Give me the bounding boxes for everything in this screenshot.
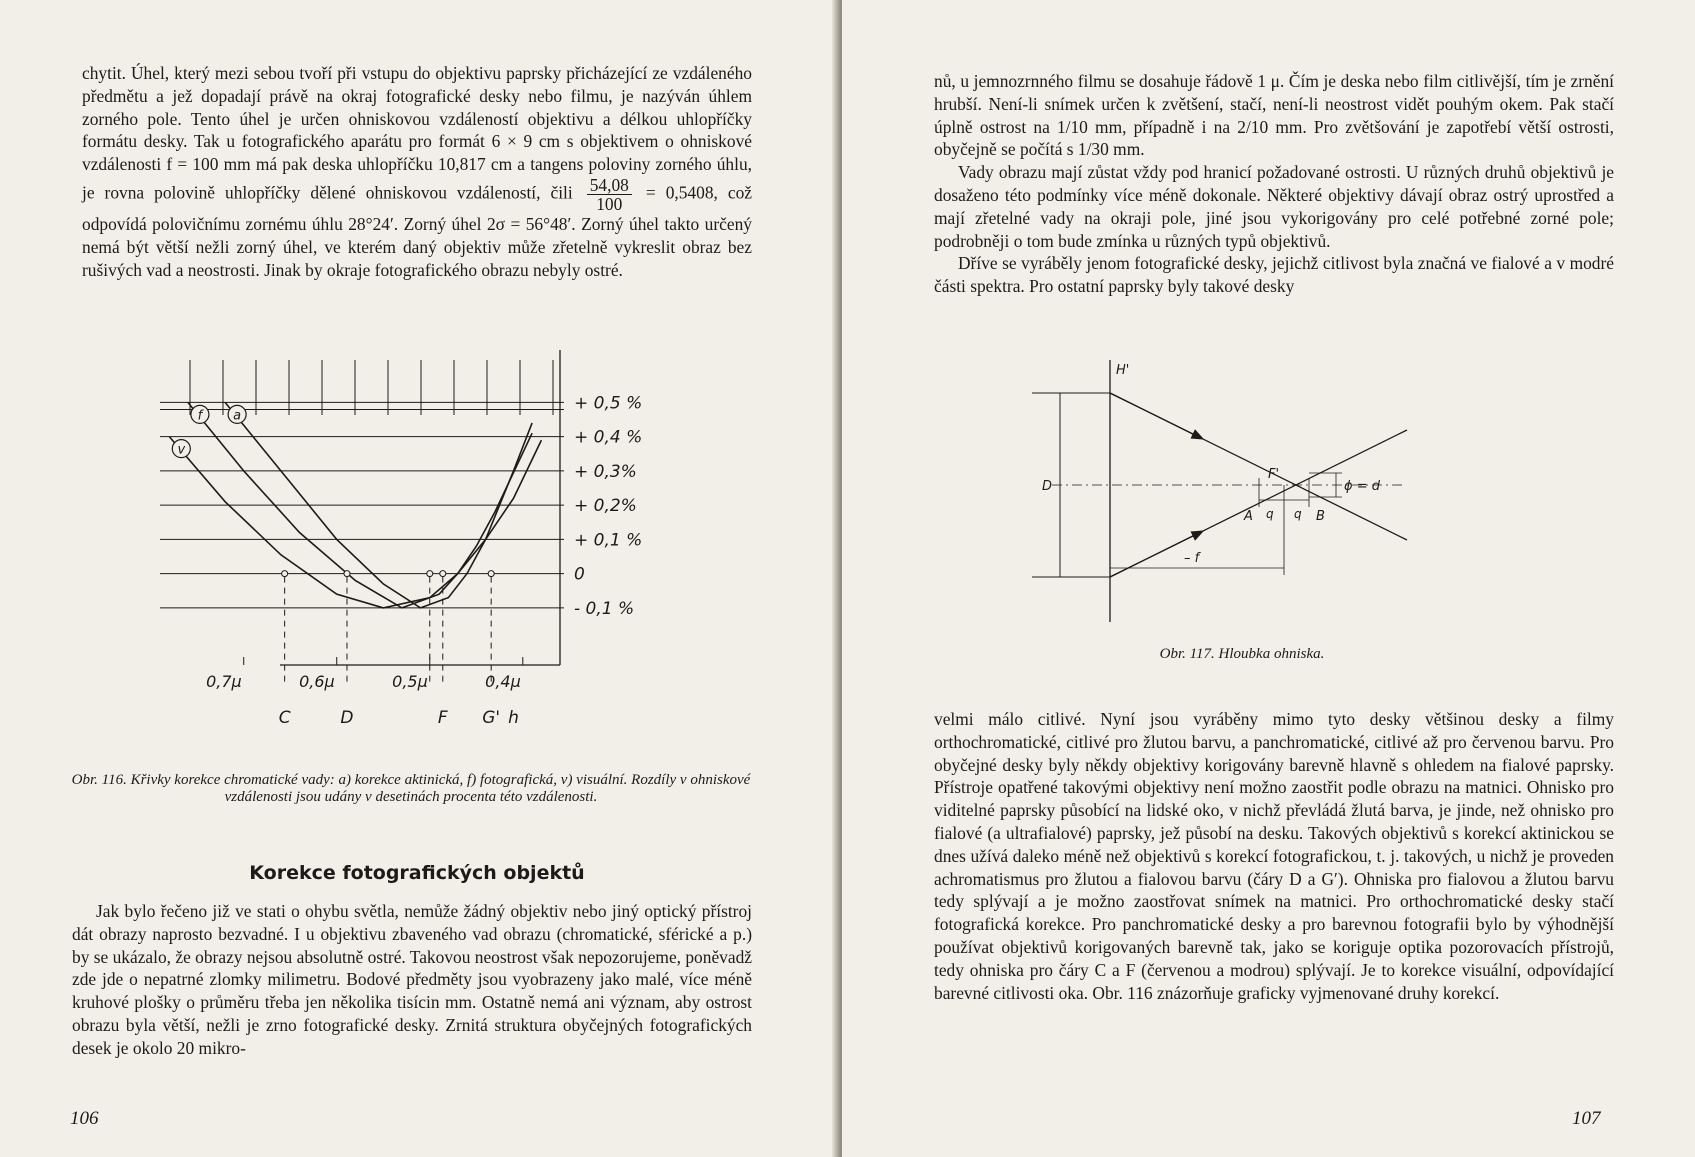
page-number-left: 106 xyxy=(70,1108,99,1129)
figure-116-caption: Obr. 116. Křivky korekce chromatické vady: a) korekce aktinická, f) fotografická, v) visuální. Rozdíly v ohniskové vzdálenosti jsou udány v desetinách procenta této vzdálenosti. xyxy=(71,772,751,805)
chart-grid xyxy=(160,350,564,665)
upper-ray-arrow xyxy=(1110,393,1202,439)
left-paragraph-1: chytit. Úhel, který mezi sebou tvoří při vstupu do objektivu paprsky přicházející ze vzdáleného předmětu a jež dopadají právě na okraj fotografické desky nebo filmu, je nazýván úhlem zorného pole. Tento úhel je určen ohniskovou vzdáleností objektivu a délkou uhlopříčky formátu desky. Tak u fotografického aparátu pro formát 6 × 9 cm s objektivem o ohniskové vzdálenosti f = 100 mm má pak deska uhlopříčku 10,817 cm a tangens poloviny zorného úhlu, je rovna polovině uhlopříčky dělené ohniskovou vzdáleností, čili $\frac{54,08}{100}$ = 0,5408, což odpovídá polovičnímu zornému úhlu 28°24′. Zorný úhel 2σ = 56°48′. Zorný úhel takto určený nemá být větší nežli zorný úhel, ve kterém daný objektiv může zřetelně vykreslit obraz bez rušivých vad a neostrosti. Jinak by okraje fotografického obrazu nebyly ostré. xyxy=(82,63,752,280)
spectral-line-label: C xyxy=(278,708,291,728)
intersection-point xyxy=(344,571,350,577)
y-tick-label: + 0,1 % xyxy=(574,530,643,551)
y-tick-label: - 0,1 % xyxy=(574,598,635,619)
intersection-point xyxy=(440,571,446,577)
intersection-point xyxy=(427,571,433,577)
label-focal-length: – f xyxy=(1184,551,1200,566)
label-f-focus: F' xyxy=(1268,467,1280,482)
label-b: B xyxy=(1316,509,1325,524)
x-tick-label: 0,5μ xyxy=(392,672,428,691)
spectral-line-label: F xyxy=(437,708,448,728)
label-phi: ϕ = d xyxy=(1344,479,1380,494)
curve-v xyxy=(169,437,541,608)
y-tick-label: + 0,2% xyxy=(574,496,637,517)
intersection-point xyxy=(488,571,494,577)
label-q-left: q xyxy=(1266,507,1274,521)
x-tick-label: 0,7μ xyxy=(206,672,242,691)
label-d: D xyxy=(1042,479,1053,494)
section-heading: Korekce fotografických objektů xyxy=(249,862,585,884)
curve-label-f: f xyxy=(197,408,203,424)
right-paragraph-1: nů, u jemnozrnného filmu se dosahuje řádově 1 μ. Čím je deska nebo film citlivější, tím je zrnění hrubší. Není-li snímek určen k zvětšení, stačí, není-li neostrost vidět pouhým okem. Pak stačí úplně ostrost na 1/10 mm, případně i na 2/10 mm. Pro zvětšování je zapotřebí větší ostrosti, obyčejně se počítá s 1/30 mm. Vady obrazu mají zůstat vždy pod hranicí požadované ostrosti. U různých druhů objektivů je dosaženo této podmínky více méně dokonale. Některé objektivy dávají obraz ostrý uprostřed a mají zřetelné vady na okraji pole, jiné jsou vykorigovány pro celé potřebné zorné pole; podrobněji o tom bude zmínka u různých typů objektivů. Dříve se vyráběly jenom fotografické desky, jejichž citlivost byla značná ve fialové a v modré části spektra. Pro ostatní paprsky byly takové desky xyxy=(934,71,1614,297)
intersection-point xyxy=(282,571,288,577)
chromatic-correction-chart xyxy=(150,360,760,760)
page-number-right: 107 xyxy=(1572,1108,1601,1129)
x-tick-label: 0,4μ xyxy=(485,672,521,691)
left-paragraph-2: Jak bylo řečeno již ve stati o ohybu světla, nemůže žádný objektiv nebo jiný optický přístroj dát obrazy naprosto bezvadné. I u objektivu zbaveného vad obrazu (chromatické, sférické a p.) by se ukázalo, že obrazy nejsou absolutně ostré. Takovou neostrost však nepozorujeme, poněvadž zde jde o nepatrné zlomky milimetru. Bodové předměty jsou vyobrazeny jako malé, více méně kruhové plošky o průměru třeba jen několika tisícin mm. Ostatně nemá ani význam, aby ostrost obrazu byla větší, nežli je zrno fotografické desky. Zrnitá struktura obyčejných fotografických desek je okolo 20 mikro- xyxy=(72,901,752,1058)
chart-marks xyxy=(172,393,642,728)
focus-depth-diagram xyxy=(1042,360,1462,630)
spectral-line-label: h xyxy=(508,708,519,728)
right-paragraph-4: velmi málo citlivé. Nyní jsou vyráběny mimo tyto desky většinou desky a filmy orthochromatické, citlivé pro žlutou barvu, a panchromatické, citlivé až pro červenou barvu. Pro obyčejné desky byly někdy objektivy korigovány barevně hlavně s ohledem na fialové paprsky. Přístroje opatřené takovými objektivy není možno zaostřit podle obrazu na matnici. Ohnisko pro viditelné paprsky působící na lidské oko, v nichž převládá žlutá barva, je jinde, než ohnisko pro fialové (a ultrafialové) paprsky, jež působí na desku. Takových objektivů s korekcí aktinickou se dnes užívá daleko méně než objektivů s korekcí fotografickou, t. j. takových, u nichž je proveden achromatismus pro žlutou a fialovou barvu (čáry D a G′). Ohniska pro fialovou a žlutou barvu tedy splývají a je možno zaostřovat snímek na matnici. Pro orthochromatické desky stačí fotografická korekce. Pro panchromatické desky a pro barevnou fotografii bylo by výhodnější používat objektivů korigovaných barevně tak, jako se koriguje optika pozorovacích přístrojů, tedy ohniska pro čáry C a F (červenou a modrou) splývají. Je to korekce visuální, odpovídající barevné citlivosti oka. Obr. 116 znázorňuje graficky vyjmenované druhy korekcí. xyxy=(934,709,1614,1003)
left-page xyxy=(0,0,838,1157)
label-q-right: q xyxy=(1294,507,1302,521)
curve-label-a: a xyxy=(233,408,242,424)
y-tick-label: + 0,5 % xyxy=(574,393,643,414)
spectral-line-label: D xyxy=(340,708,354,728)
figure-117-caption: Obr. 117. Hloubka ohniska. xyxy=(1159,646,1325,662)
spectral-line-label: G' xyxy=(482,708,501,728)
y-tick-label: 0 xyxy=(574,564,585,585)
fraction: $\frac{54,08}{100}$ xyxy=(587,176,632,213)
y-tick-label: + 0,3% xyxy=(574,461,637,482)
label-a: A xyxy=(1244,509,1253,524)
label-h: H' xyxy=(1116,363,1130,378)
right-page xyxy=(842,0,1695,1157)
x-tick-label: 0,6μ xyxy=(299,672,335,691)
y-tick-label: + 0,4 % xyxy=(574,427,643,448)
curve-label-v: v xyxy=(177,442,186,458)
